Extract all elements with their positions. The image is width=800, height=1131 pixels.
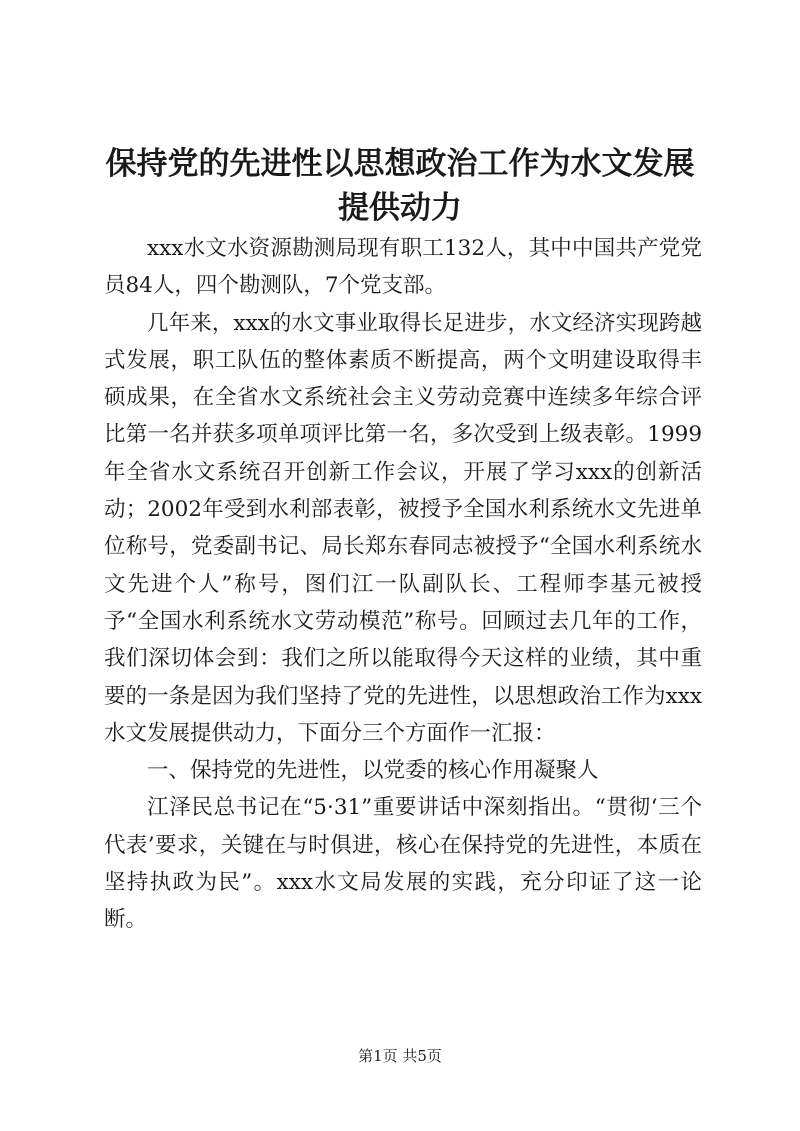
section-heading-1: 一、保持党的先进性，以党委的核心作用凝聚人	[147, 758, 599, 784]
paragraph-intro: xxx水文水资源勘测局现有职工132人，其中中国共产党党员84人，四个勘测队，7个党支部。	[104, 236, 702, 299]
page-footer: 第1页 共5页	[358, 1047, 442, 1065]
document-title: 保持党的先进性以思想政治工作为水文发展提供动力	[105, 146, 695, 226]
document-body	[104, 230, 702, 939]
paragraph-achievements: 几年来，xxx的水文事业取得长足进步，水文经济实现跨越式发展，职工队伍的整体素质不断提高，两个文明建设取得丰硕成果，在全省水文系统社会主义劳动竞赛中连续多年综合评比第一名并获多项单项评比第一名，多次受到上级表彰。1999年全省水文系统召开创新工作会议，开展了学习xxx的创新活动；2002年受到水利部表彰，被授予全国水利系统水文先进单位称号，党委副书记、局长郑东春同志被授予“全国水利系统水文先进个人”称号，图们江一队副队长、工程师李基元被授予“全国水利系统水文劳动模范”称号。回顾过去几年的工作，我们深切体会到：我们之所以能取得今天这样的业绩，其中重要的一条是因为我们坚持了党的先进性，以思想政治工作为xxx水文发展提供动力，下面分三个方面作一汇报：	[104, 310, 702, 746]
paragraph-quote: 江泽民总书记在“5·31”重要讲话中深刻指出。“贯彻‘三个代表’要求，关键在与时俱进，核心在保持党的先进性，本质在坚持执政为民”。xxx水文局发展的实践，充分印证了这一论断。	[104, 795, 702, 933]
